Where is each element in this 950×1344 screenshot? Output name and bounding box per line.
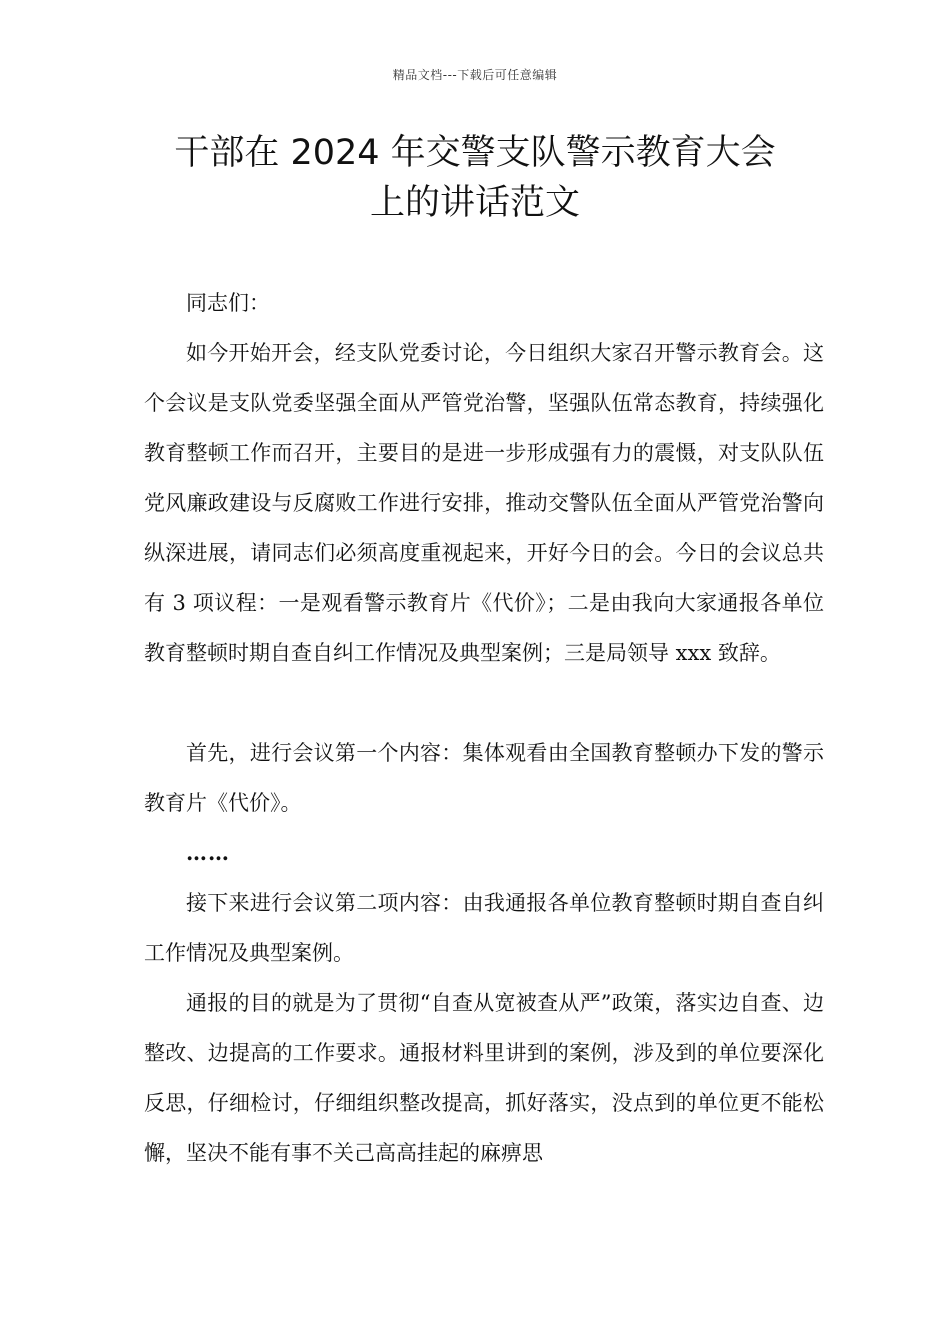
document-title: [95, 128, 855, 228]
paragraph-opening: 如今开始开会，经支队党委讨论，今日组织大家召开警示教育会。这个会议是支队党委坚强全面从严管党治警，坚强队伍常态教育，持续强化教育整顿工作而召开，主要目的是进一步形成强有力的震慑，对支队队伍党风廉政建设与反腐败工作进行安排，推动交警队伍全面从严管党治警向纵深进展，请同志们必须高度重视起来，开好今日的会。今日的会议总共有 3 项议程：一是观看警示教育片《代价》；二是由我向大家通报各单位教育整顿时期自查自纠工作情况及典型案例；三是局领导 xxx 致辞。: [144, 341, 824, 665]
paragraph-notice-purpose: 通报的目的就是为了贯彻“自查从宽被查从严”政策，落实边自查、边整改、边提高的工作要求。通报材料里讲到的案例，涉及到的单位要深化反思，仔细检讨，仔细组织整改提高，抓好落实，没点到的单位更不能松懈，坚决不能有事不关己高高挂起的麻痹思: [144, 991, 824, 1165]
paragraph-second-item: 接下来进行会议第二项内容：由我通报各单位教育整顿时期自查自纠工作情况及典型案例。: [144, 891, 824, 965]
paragraph-gap: [144, 678, 824, 728]
paragraph-ellipsis: ……: [186, 840, 230, 865]
title-line-2: 上的讲话范文: [369, 183, 580, 223]
paragraph-first-item: 首先，进行会议第一个内容：集体观看由全国教育整顿办下发的警示教育片《代价》。: [144, 741, 824, 815]
title-line-1: 干部在 2024 年交警支队警示教育大会: [174, 133, 776, 173]
salutation: 同志们：: [186, 291, 270, 315]
header-note: 精品文档---下载后可任意编辑: [392, 68, 558, 82]
document-body: [144, 278, 824, 1178]
